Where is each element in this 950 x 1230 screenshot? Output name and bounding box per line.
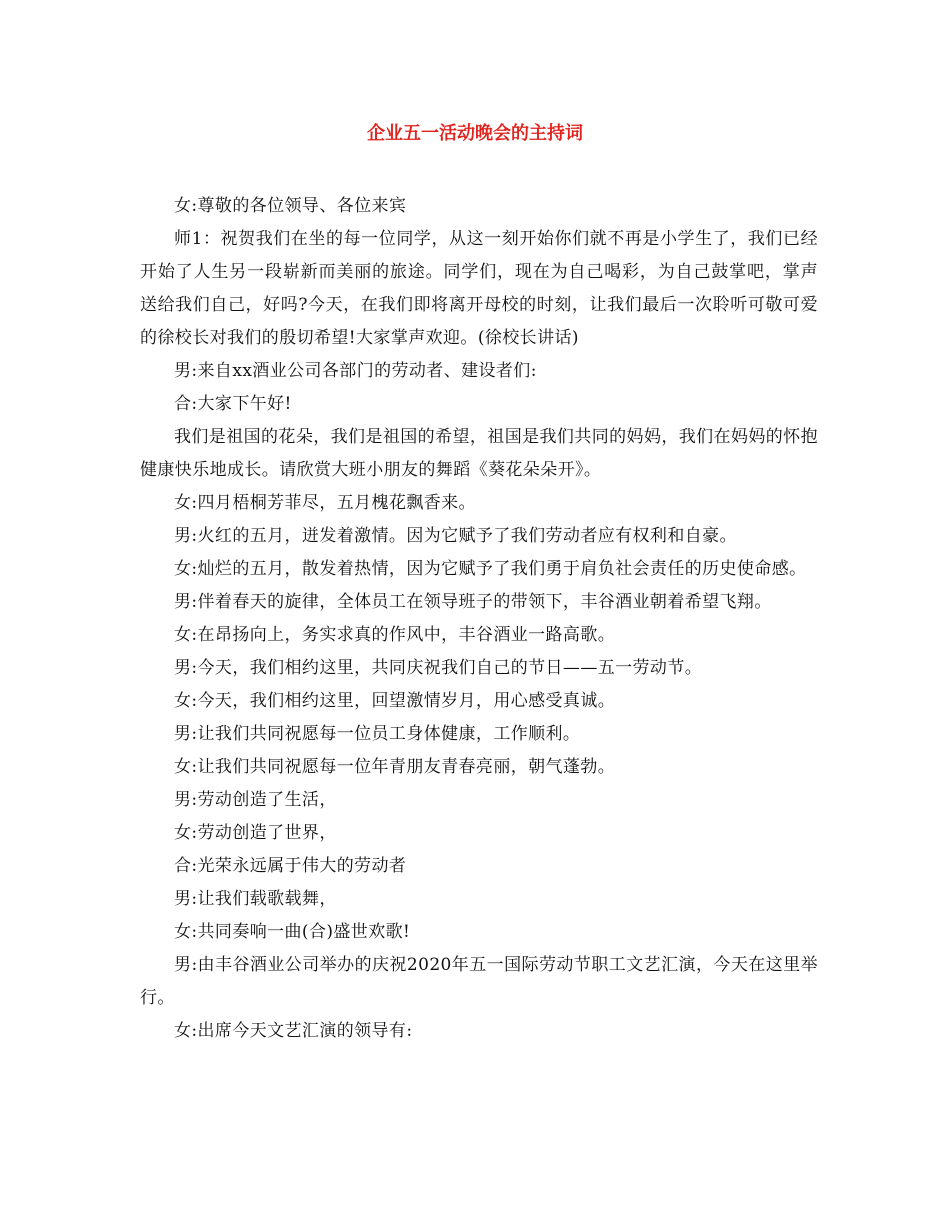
paragraph: 女:四月梧桐芳菲尽，五月槐花飘香来。	[174, 493, 476, 513]
paragraph: 我们是祖国的花朵，我们是祖国的希望，祖国是我们共同的妈妈，我们在妈妈的怀抱健康快乐地成长。请欣赏大班小朋友的舞蹈《葵花朵朵开》。	[140, 427, 818, 480]
paragraph: 女:劳动创造了世界，	[174, 823, 337, 843]
paragraph: 女:出席今天文艺汇演的领导有:	[174, 1021, 413, 1041]
document-body	[140, 190, 818, 1048]
document-title: 企业五一活动晚会的主持词	[367, 123, 583, 144]
paragraph: 男:火红的五月，迸发着激情。因为它赋予了我们劳动者应有权利和自豪。	[174, 526, 737, 546]
paragraph: 女:灿烂的五月，散发着热情，因为它赋予了我们勇于肩负社会责任的历史使命感。	[174, 559, 807, 579]
paragraph: 合:光荣永远属于伟大的劳动者	[174, 856, 407, 876]
paragraph: 女:在昂扬向上，务实求真的作风中，丰谷酒业一路高歌。	[174, 625, 616, 645]
paragraph: 男:让我们共同祝愿每一位员工身体健康，工作顺利。	[174, 724, 581, 744]
paragraph: 男:今天，我们相约这里，共同庆祝我们自己的节日——五一劳动节。	[174, 658, 703, 678]
paragraph: 合:大家下午好!	[174, 394, 292, 414]
paragraph: 男:让我们载歌载舞，	[174, 889, 337, 909]
paragraph: 女:共同奏响一曲(合)盛世欢歌!	[174, 922, 411, 942]
paragraph: 男:劳动创造了生活，	[174, 790, 337, 810]
paragraph: 女:尊敬的各位领导、各位来宾	[174, 196, 407, 216]
paragraph: 男:来自xx酒业公司各部门的劳动者、建设者们:	[174, 361, 537, 381]
paragraph: 男:伴着春天的旋律，全体员工在领导班子的带领下，丰谷酒业朝着希望飞翔。	[174, 592, 772, 612]
paragraph: 师1：祝贺我们在坐的每一位同学，从这一刻开始你们就不再是小学生了，我们已经开始了人生另一段崭新而美丽的旅途。同学们，现在为自己喝彩，为自己鼓掌吧，掌声送给我们自己，好吗?今天，在我们即将离开母校的时刻，让我们最后一次聆听可敬可爱的徐校长对我们的殷切希望!大家掌声欢迎。(徐校长讲话)	[140, 229, 818, 348]
paragraph: 男:由丰谷酒业公司举办的庆祝2020年五一国际劳动节职工文艺汇演，今天在这里举行。	[140, 955, 818, 1008]
paragraph: 女:让我们共同祝愿每一位年青朋友青春亮丽，朝气蓬勃。	[174, 757, 616, 777]
paragraph: 女:今天，我们相约这里，回望激情岁月，用心感受真诚。	[174, 691, 616, 711]
